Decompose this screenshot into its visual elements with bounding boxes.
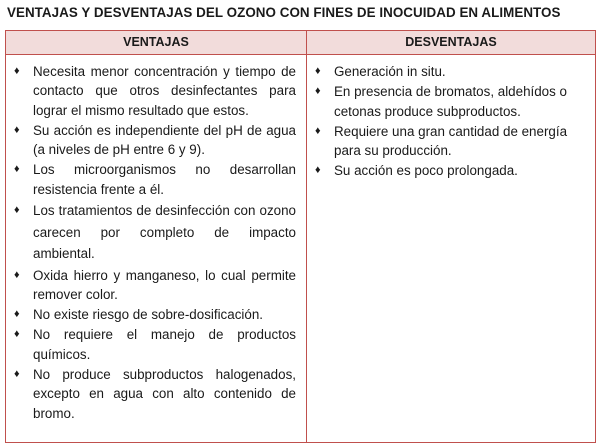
diamond-bullet-icon: ♦: [14, 163, 20, 176]
diamond-bullet-icon: ♦: [14, 123, 20, 136]
diamond-bullet-icon: ♦: [14, 368, 20, 381]
list-item: ♦ En presencia de bromatos, aldehídos o cetonas produce subproductos.: [315, 84, 567, 119]
diamond-bullet-icon: ♦: [14, 65, 20, 77]
diamond-bullet-icon: ♦: [14, 268, 20, 281]
list-item: ♦ Su acción es poco prolongada.: [315, 161, 585, 180]
diamond-bullet-icon: ♦: [14, 328, 20, 341]
list-item: ♦ No produce subproductos halogenados, excepto en agua con alto contenido de bromo.: [14, 367, 296, 421]
list-item: ♦ Oxida hierro y manganeso, lo cual permite remover color.: [14, 267, 296, 302]
comparison-table: [5, 30, 596, 443]
list-item: ♦ Los tratamientos de desinfección con ozono carecen por completo de impacto ambiental.: [14, 200, 296, 265]
diamond-bullet-icon: ♦: [315, 65, 321, 77]
column-divider: [306, 31, 307, 442]
list-item: ♦ No requiere el manejo de productos químicos.: [14, 327, 296, 362]
diamond-bullet-icon: ♦: [14, 308, 20, 321]
list-item: ♦ Los microorganismos no desarrollan resistencia frente a él.: [14, 162, 296, 197]
diamond-bullet-icon: ♦: [315, 164, 321, 177]
diamond-bullet-icon: ♦: [315, 85, 321, 98]
header-desventajas: DESVENTAJAS: [405, 35, 497, 49]
diamond-bullet-icon: ♦: [315, 124, 321, 137]
header-ventajas: VENTAJAS: [123, 35, 189, 49]
list-item: ♦ Su acción es independiente del pH de agua (a niveles de pH entre 6 y 9).: [14, 122, 296, 158]
table-header-row: [6, 31, 595, 55]
diamond-bullet-icon: ♦: [14, 204, 20, 217]
list-item: ♦ Generación in situ.: [315, 62, 585, 81]
ventajas-list: [14, 62, 296, 424]
desventajas-list: [315, 62, 585, 182]
list-item: ♦ Requiere una gran cantidad de energía para su producción.: [315, 123, 568, 159]
list-item: ♦ Necesita menor concentración y tiempo de contacto que otros desinfectantes para lograr el mismo resultado que estos.: [14, 64, 296, 118]
table-title: VENTAJAS Y DESVENTAJAS DEL OZONO CON FINES DE INOCUIDAD EN ALIMENTOS: [7, 5, 561, 20]
list-item: ♦ No existe riesgo de sobre-dosificación.: [14, 305, 296, 324]
